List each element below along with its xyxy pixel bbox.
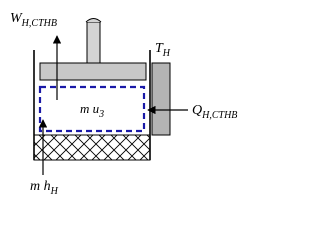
work-label: $W_{H,CTHB}$	[10, 11, 57, 29]
mass-inflow-label: m $h_H$	[30, 179, 58, 197]
piston-rod	[87, 22, 100, 64]
heat-label: $Q_{H,CTHB}$	[192, 103, 238, 121]
piston-rod-cap	[86, 19, 101, 23]
internal-energy-label: m $u_3$	[80, 101, 105, 120]
insulated-base	[34, 135, 150, 160]
reservoir-temperature-label: $T_H$	[155, 41, 171, 59]
heat-reservoir	[152, 63, 170, 135]
piston-head	[40, 63, 146, 80]
